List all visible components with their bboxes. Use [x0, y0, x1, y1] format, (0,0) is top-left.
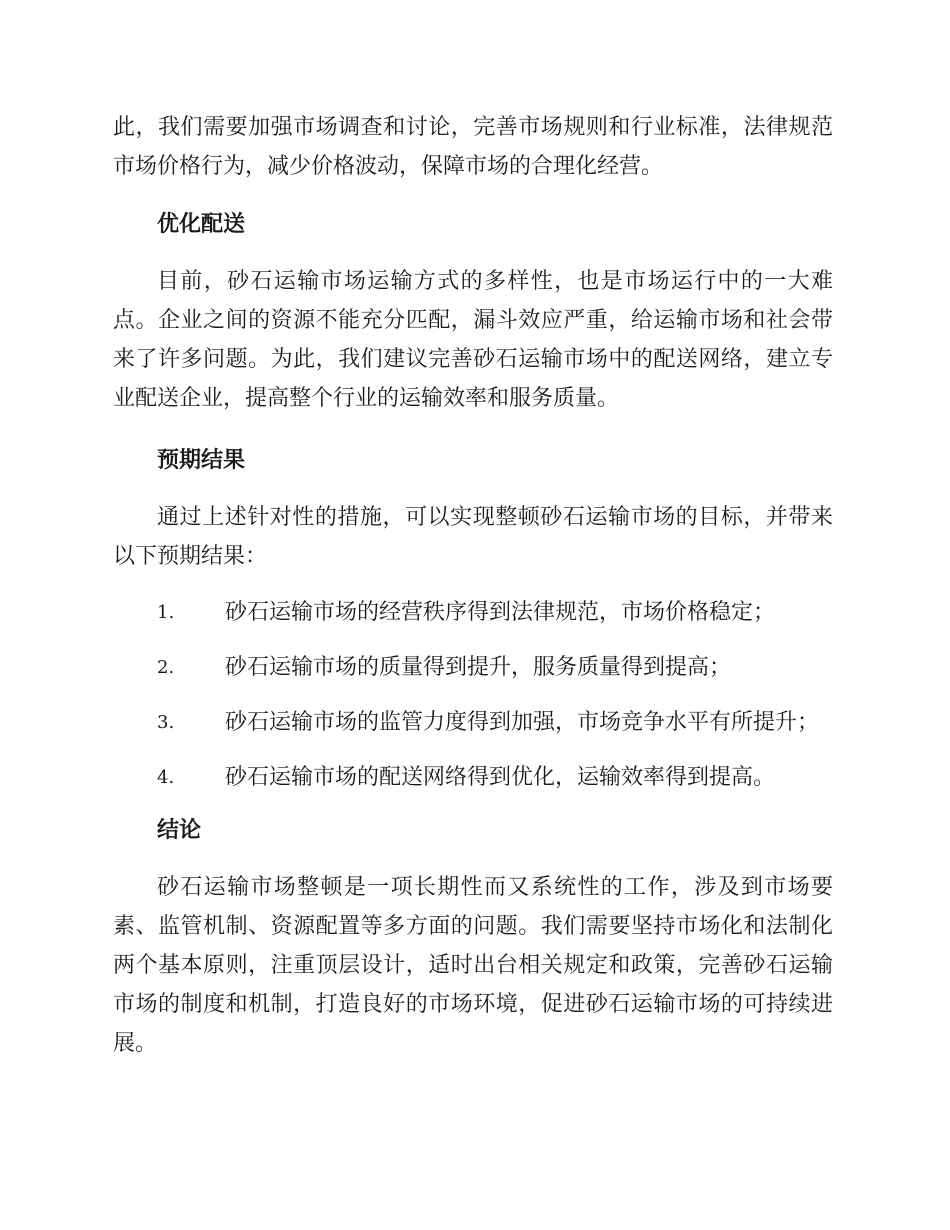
- list-text: 砂石运输市场的经营秩序得到法律规范，市场价格稳定；: [225, 600, 776, 625]
- list-item: [113, 597, 833, 629]
- text-line: 此，我们需要加强市场调查和讨论，完善市场规则和行业标准，法律规范市: [113, 115, 833, 179]
- conclusion-paragraph: [113, 868, 833, 1063]
- section-heading-expected-results: 预期结果: [157, 448, 246, 473]
- list-item: [113, 707, 833, 739]
- list-number: 1.: [157, 602, 175, 623]
- list-number: 4.: [157, 767, 175, 788]
- section-heading-optimize-delivery: 优化配送: [157, 212, 246, 237]
- list-text: 砂石运输市场的监管力度得到加强，市场竞争水平有所提升；: [225, 710, 820, 735]
- text-line: 目前，砂石运输市场运输方式的多样性，也是市场运行中的一大难点。: [113, 269, 833, 333]
- text-line: 通过上述针对性的措施，可以实现整顿砂石运输市场的目标，并带来以: [113, 505, 833, 569]
- list-item: [113, 762, 833, 794]
- text-line: 砂石运输市场整顿是一项长期性而又系统性的工作，涉及到市场要素、: [113, 875, 833, 939]
- text-line: 下预期结果：: [135, 544, 268, 569]
- list-item: [113, 652, 833, 684]
- text-line: 多问题。为此，我们建议完善砂石运输市场中的配送网络，建立专业配送企: [113, 347, 833, 411]
- list-number: 3.: [157, 712, 175, 733]
- list-text: 砂石运输市场的配送网络得到优化，运输效率得到提高。: [225, 765, 776, 790]
- list-text: 砂石运输市场的质量得到提升，服务质量得到提高；: [225, 655, 732, 680]
- optimize-delivery-paragraph: [113, 262, 833, 418]
- text-line: 度和机制，打造良好的市场环境，促进砂石运输市场的可持续进展。: [113, 992, 833, 1056]
- text-line: 业，提高整个行业的运输效率和服务质量。: [201, 386, 620, 411]
- expected-results-paragraph: [113, 498, 833, 576]
- section-heading-conclusion: 结论: [157, 818, 202, 843]
- text-line: 企业之间的资源不能充分匹配，漏斗效应严重，给运输市场和社会带来了许: [113, 308, 833, 372]
- text-line: 本原则，注重顶层设计，适时出台相关规定和政策，完善砂石运输市场的制: [113, 953, 833, 1017]
- text-line: 监管机制、资源配置等多方面的问题。我们需要坚持市场化和法制化两个基: [113, 914, 833, 978]
- list-number: 2.: [157, 657, 175, 678]
- intro-paragraph: [113, 108, 833, 186]
- text-line: 场价格行为，减少价格波动，保障市场的合理化经营。: [135, 154, 664, 179]
